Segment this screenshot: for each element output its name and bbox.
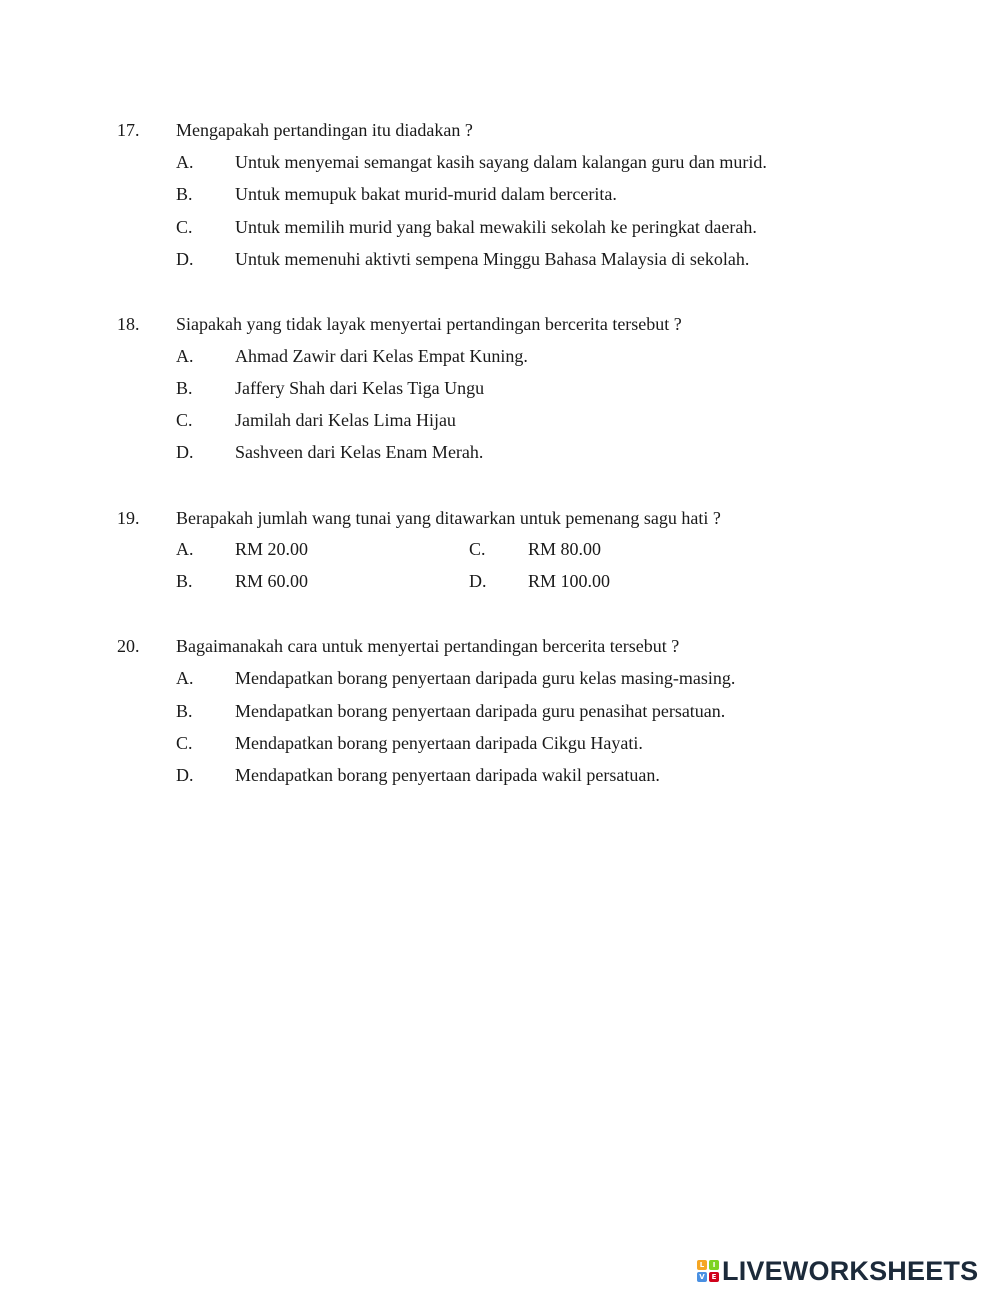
- liveworksheets-logo-icon: [697, 1260, 719, 1282]
- option-letter: A.: [176, 539, 194, 559]
- option-text: Sashveen dari Kelas Enam Merah.: [235, 442, 484, 462]
- option-letter: D.: [176, 249, 194, 269]
- option-text: Untuk memilih murid yang bakal mewakili sekolah ke peringkat daerah.: [235, 217, 757, 237]
- question-number: 18.: [117, 314, 140, 334]
- option-letter: B.: [176, 184, 193, 204]
- question-17-option-b[interactable]: [0, 183, 1000, 205]
- option-letter: D.: [176, 442, 194, 462]
- option-letter: C.: [469, 539, 486, 559]
- question-18-option-a[interactable]: [0, 345, 1000, 367]
- option-letter: C.: [176, 410, 193, 430]
- option-letter: C.: [176, 217, 193, 237]
- question-19-option-c[interactable]: [0, 538, 1000, 560]
- question-20-option-d[interactable]: [0, 764, 1000, 786]
- option-text: Untuk menyemai semangat kasih sayang dalam kalangan guru dan murid.: [235, 152, 767, 172]
- question-18-option-b[interactable]: [0, 377, 1000, 399]
- logo-letter-l: L: [697, 1260, 707, 1270]
- option-text: Mendapatkan borang penyertaan daripada wakil persatuan.: [235, 765, 660, 785]
- option-text: Jaffery Shah dari Kelas Tiga Ungu: [235, 378, 485, 398]
- question-19-option-d[interactable]: [0, 570, 1000, 592]
- option-letter: A.: [176, 346, 194, 366]
- question-17-option-a[interactable]: [0, 151, 1000, 173]
- logo-letter-i: I: [709, 1260, 719, 1270]
- question-text: Siapakah yang tidak layak menyertai pertandingan bercerita tersebut ?: [176, 314, 682, 334]
- option-text: Mendapatkan borang penyertaan daripada Cikgu Hayati.: [235, 733, 643, 753]
- question-text: Berapakah jumlah wang tunai yang ditawarkan untuk pemenang sagu hati ?: [176, 508, 721, 528]
- question-20-option-a[interactable]: [0, 667, 1000, 689]
- option-text: Untuk memenuhi aktivti sempena Minggu Bahasa Malaysia di sekolah.: [235, 249, 750, 269]
- option-letter: D.: [469, 571, 487, 591]
- option-text: RM 80.00: [528, 539, 602, 559]
- question-18-option-c[interactable]: [0, 409, 1000, 431]
- logo-letter-v: V: [697, 1272, 707, 1282]
- option-letter: B.: [176, 378, 193, 398]
- question-17-option-c[interactable]: [0, 216, 1000, 238]
- question-text: Bagaimanakah cara untuk menyertai pertandingan bercerita tersebut ?: [176, 636, 680, 656]
- option-text: Mendapatkan borang penyertaan daripada guru kelas masing-masing.: [235, 668, 736, 688]
- option-text: Untuk memupuk bakat murid-murid dalam bercerita.: [235, 184, 617, 204]
- option-letter: A.: [176, 152, 194, 172]
- option-letter: D.: [176, 765, 194, 785]
- question-number: 17.: [117, 120, 140, 140]
- option-text: RM 100.00: [528, 571, 611, 591]
- question-number: 19.: [117, 508, 140, 528]
- option-text: RM 20.00: [235, 539, 309, 559]
- brand-name: LIVEWORKSHEETS: [722, 1256, 979, 1286]
- option-letter: C.: [176, 733, 193, 753]
- option-letter: B.: [176, 701, 193, 721]
- question-20-option-b[interactable]: [0, 700, 1000, 722]
- logo-letter-e: E: [709, 1272, 719, 1282]
- option-letter: A.: [176, 668, 194, 688]
- question-text: Mengapakah pertandingan itu diadakan ?: [176, 120, 473, 140]
- question-18-option-d[interactable]: [0, 441, 1000, 463]
- question-number: 20.: [117, 636, 140, 656]
- option-text: RM 60.00: [235, 571, 309, 591]
- question-20-option-c[interactable]: [0, 732, 1000, 754]
- liveworksheets-watermark: [697, 1256, 993, 1286]
- option-text: Mendapatkan borang penyertaan daripada guru penasihat persatuan.: [235, 701, 726, 721]
- option-text: Ahmad Zawir dari Kelas Empat Kuning.: [235, 346, 528, 366]
- option-text: Jamilah dari Kelas Lima Hijau: [235, 410, 456, 430]
- option-letter: B.: [176, 571, 193, 591]
- question-17-option-d[interactable]: [0, 248, 1000, 270]
